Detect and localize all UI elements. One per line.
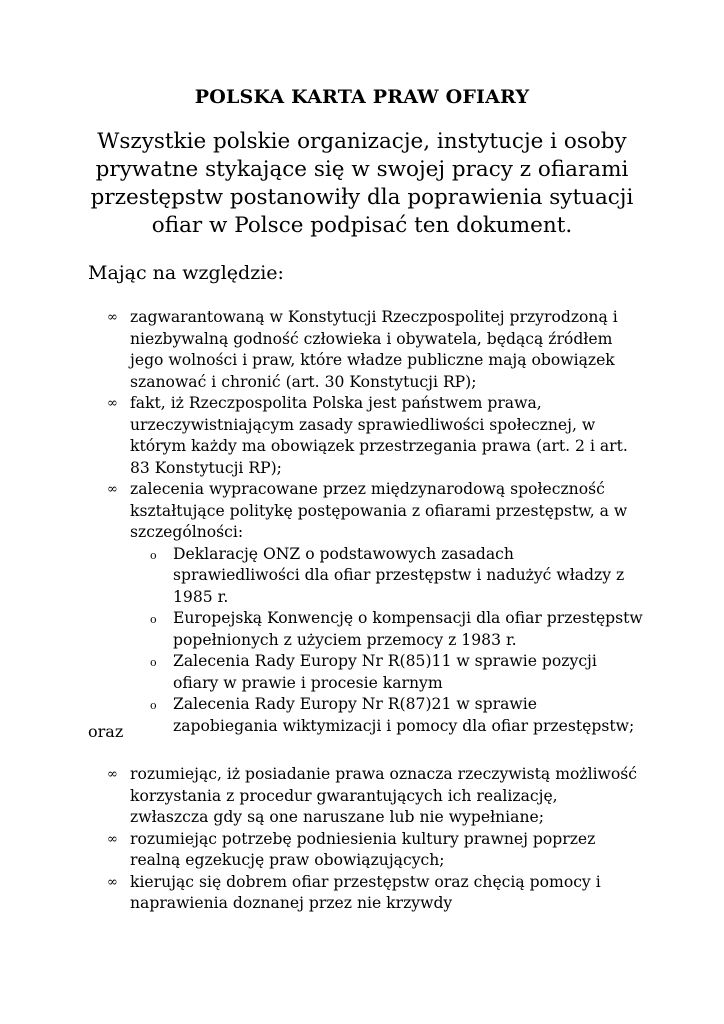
sublist-item xyxy=(0,608,643,651)
infinity-bullet-icon: ∞ xyxy=(107,396,118,411)
sublist-item-text: Europejską Konwencję o kompensacji dla ofiar przestępstw popełnionych z użyciem przemocy z 1983 r. xyxy=(173,609,643,649)
list-item-text: zalecenia wypracowane przez międzynarodową społeczność kształtujące politykę postępowania z ofiarami przestępstw, a w szczególności: xyxy=(130,480,628,541)
list-item-text: rozumiejąc, iż posiadanie prawa oznacza rzeczywistą możliwość korzystania z procedur gwarantujących ich realizację, zwłaszcza gdy są one naruszane lub nie wypełniane; xyxy=(130,765,638,826)
infinity-bullet-icon: ∞ xyxy=(107,482,118,497)
list-item xyxy=(0,479,643,737)
motivations-list xyxy=(0,764,640,915)
list-item xyxy=(0,872,640,915)
document-subtitle: Wszystkie polskie organizacje, instytucje i osoby prywatne stykające się w swojej pracy z ofiarami przestępstw postanowiły dla poprawienia sytuacji ofiar w Polsce podpisać ten dokument. xyxy=(90,129,634,238)
list-item xyxy=(0,829,640,872)
list-item xyxy=(0,307,643,393)
list-item-text: rozumiejąc potrzebę podniesienia kultury prawnej poprzez realną egzekucję praw obowiązujących; xyxy=(130,829,596,869)
sublist-item-text: Deklarację ONZ o podstawowych zasadach sprawiedliwości dla ofiar przestępstw i nadużyć władzy z 1985 r. xyxy=(173,544,625,606)
sublist-item xyxy=(0,651,643,694)
circle-bullet-icon: o xyxy=(150,548,157,562)
circle-bullet-icon: o xyxy=(150,613,157,626)
sublist-item-text: Zalecenia Rady Europy Nr R(87)21 w sprawie zapobiegania wiktymizacji i pomocy dla ofiar przestępstw; xyxy=(173,695,635,735)
list-item-text: zagwarantowaną w Konstytucji Rzeczpospolitej przyrodzoną i niezbywalną godność człowieka i obywatela, będącą źródłem jego wolności i praw, które władze publiczne mają obowiązek szanować i chronić (art. 30 Konstytucji RP); xyxy=(130,308,618,391)
document-title: POLSKA KARTA PRAW OFIARY xyxy=(194,86,530,108)
considerations-list xyxy=(0,307,643,737)
list-item-text: kierując się dobrem ofiar przestępstw oraz chęcią pomocy i naprawienia doznanej przez nie krzywdy xyxy=(130,872,601,912)
list-item xyxy=(0,393,643,479)
circle-bullet-icon: o xyxy=(150,699,157,712)
list-item xyxy=(0,764,640,829)
list-item-text: fakt, iż Rzeczpospolita Polska jest państwem prawa, urzeczywistniającym zasady sprawiedliwości społecznej, w którym każdy ma obowiązek przestrzegania prawa (art. 2 i art. 83 Konstytucji RP); xyxy=(130,394,628,477)
circle-bullet-icon: o xyxy=(150,656,157,669)
conjunction-oraz: oraz xyxy=(88,722,124,741)
lead-heading: Mając na względzie: xyxy=(88,262,284,284)
infinity-bullet-icon: ∞ xyxy=(107,767,118,782)
infinity-bullet-icon: ∞ xyxy=(107,874,118,890)
infinity-bullet-icon: ∞ xyxy=(107,310,118,325)
infinity-bullet-icon: ∞ xyxy=(107,831,118,847)
recommendations-sublist xyxy=(0,544,643,738)
sublist-item xyxy=(0,544,643,609)
sublist-item-text: Zalecenia Rady Europy Nr R(85)11 w sprawie pozycji ofiary w prawie i procesie karnym xyxy=(173,652,597,692)
